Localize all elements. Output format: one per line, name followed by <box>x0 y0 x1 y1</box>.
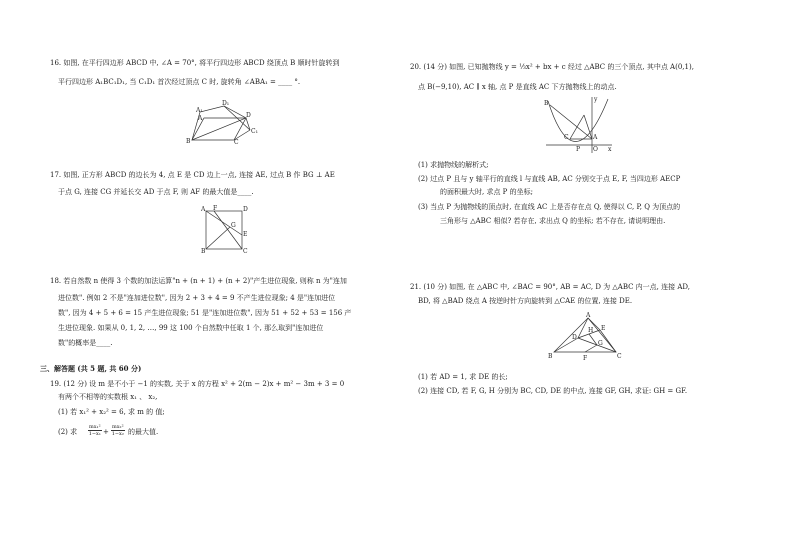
q20-part3a: (3) 当点 P 为抛物线的顶点时, 在直线 AC 上是否存在点 Q, 使得以 C, P, Q 为顶点的 <box>418 203 681 211</box>
q21-label-a: A <box>586 312 591 319</box>
q19-part2-suffix: 的最大值. <box>128 428 159 436</box>
q17-label-g: G <box>231 222 236 229</box>
q21-label-g: G <box>598 340 603 347</box>
q17-square-figure <box>200 205 248 255</box>
q19-plus: + <box>103 428 109 436</box>
q21-label-b: B <box>548 353 553 360</box>
q19-line2: 有两个不相等的实数根 x₁ 、 x₂, <box>58 393 158 401</box>
q20-line2: 点 B(−9,10), AC ∥ x 轴, 点 P 是直线 AC 下方抛物线上的动点. <box>418 83 617 91</box>
q16-label-d: D <box>246 112 251 119</box>
q20-label-a: A <box>593 134 598 141</box>
q19-part1: (1) 若 x₁² + x₂² = 6, 求 m 的 值; <box>58 408 165 416</box>
q19-frac2-denominator: 1−x₂ <box>111 431 124 437</box>
q21-part1: (1) 若 AD = 1, 求 DE 的长; <box>418 373 508 381</box>
q20-line1: 20. (14 分) 如图, 已知抛物线 y = ⅓x² + bx + c 经过 △ABC 的三个顶点, 其中点 A(0,1), <box>410 63 694 71</box>
q21-label-c: C <box>617 353 622 360</box>
section3-heading: 三、解答题 (共 5 题, 共 60 分) <box>40 364 142 373</box>
q21-label-d: D <box>572 334 577 341</box>
q21-line1: 21. (10 分) 如图, 在 △ABC 中, ∠BAC = 90°, AB = AC, D 为 △ABC 内一点, 连接 AD, <box>410 283 690 291</box>
q16-label-a1: A₁ <box>196 107 203 114</box>
q19-line1: 19. (12 分) 设 m 是不小于 −1 的实数, 关于 x 的方程 x² + 2(m − 2)x + m² − 3m + 3 = 0 <box>50 380 345 388</box>
q21-part2: (2) 连接 CD, 若 F, G, H 分别为 BC, CD, DE 的中点, 连接 GF, GH, 求证: GH = GF. <box>418 387 688 395</box>
q18-line1: 18. 若自然数 n 使得 3 个数的加法运算"n + (n + 1) + (n + 2)"产生进位现象, 则称 n 为"连加 <box>50 277 347 285</box>
q20-label-x: x <box>608 146 612 153</box>
q21-triangle-figure <box>548 312 624 362</box>
q17-label-a: A <box>201 206 206 213</box>
q17-label-e: E <box>243 231 248 238</box>
q21-label-f: F <box>583 355 588 362</box>
q21-line2: BD, 将 △BAD 绕点 A 按逆时针方向旋转到 △CAE 的位置, 连接 DE. <box>418 297 633 305</box>
q17-label-d: D <box>243 206 248 213</box>
q16-label-c: C <box>234 139 239 144</box>
q16-label-c1: C₁ <box>251 128 258 135</box>
q16-line1: 16. 如图, 在平行四边形 ABCD 中, ∠A = 70°, 将平行四边形 ABCD 绕顶点 B 顺时针旋转到 <box>50 59 340 67</box>
q20-label-o: O <box>593 146 598 153</box>
q16-line2: 平行四边形 A₁BC₁D₁, 当 C₁D₁ 首次经过顶点 C 时, 旋转角 ∠ABA₁ = ____ °. <box>58 78 301 86</box>
q20-part3b: 三角形与 △ABC 相似? 若存在, 求出点 Q 的坐标; 若不存在, 请说明理由. <box>440 217 666 225</box>
q21-label-e: E <box>601 325 606 332</box>
q20-part1: (1) 求抛物线的解析式; <box>418 161 489 169</box>
q16-parallelogram-figure <box>184 98 264 144</box>
q19-part2-prefix: (2) 求 <box>58 428 78 436</box>
q20-parabola-figure <box>542 95 614 155</box>
q19-fraction-1 <box>88 424 102 437</box>
q17-label-f: F <box>213 205 218 212</box>
q16-label-d1: D₁ <box>222 100 230 107</box>
q20-label-y: y <box>594 96 598 103</box>
q18-line3: 数", 因为 4 + 5 + 6 = 15 产生进位现象; 51 是"连加进位数", 因为 51 + 52 + 53 = 156 产 <box>58 309 352 317</box>
q17-line1: 17. 如图, 正方形 ABCD 的边长为 4, 点 E 是 CD 边上一点, 连接 AE, 过点 B 作 BG ⊥ AE <box>50 171 335 179</box>
q21-label-h: H <box>588 327 594 334</box>
q17-label-b: B <box>201 248 206 255</box>
q18-line5: 数"的概率是____. <box>58 339 113 347</box>
q16-label-b: B <box>186 138 191 144</box>
q20-label-c: C <box>564 134 569 141</box>
q17-line2: 于点 G, 连接 CG 并延长交 AD 于点 F, 则 AF 的最大值是____. <box>58 188 254 196</box>
q19-frac1-numerator: mx₁² <box>89 424 101 430</box>
q16-label-a: A <box>198 115 203 122</box>
q20-part2b: 的面积最大时, 求点 P 的坐标; <box>440 188 533 196</box>
q20-label-p: P <box>576 146 581 153</box>
q17-label-c: C <box>243 248 248 255</box>
q19-fraction-2 <box>111 424 125 437</box>
q18-line2: 进位数". 例如 2 不是"连加进位数", 因为 2 + 3 + 4 = 9 不产生进位现象; 4 是"连加进位 <box>58 294 336 302</box>
q19-frac1-denominator: 1−x₁ <box>88 431 101 437</box>
q20-label-b: B <box>544 100 549 107</box>
q19-frac2-numerator: mx₂² <box>112 424 124 430</box>
q18-line4: 生进位现象. 如果从 0, 1, 2, …, 99 这 100 个自然数中任取 1 个, 那么取到"连加进位 <box>58 324 324 332</box>
q20-part2a: (2) 过点 P 且与 y 轴平行的直线 l 与直线 AB, AC 分别交于点 E, F, 当四边形 AECP <box>418 175 681 183</box>
